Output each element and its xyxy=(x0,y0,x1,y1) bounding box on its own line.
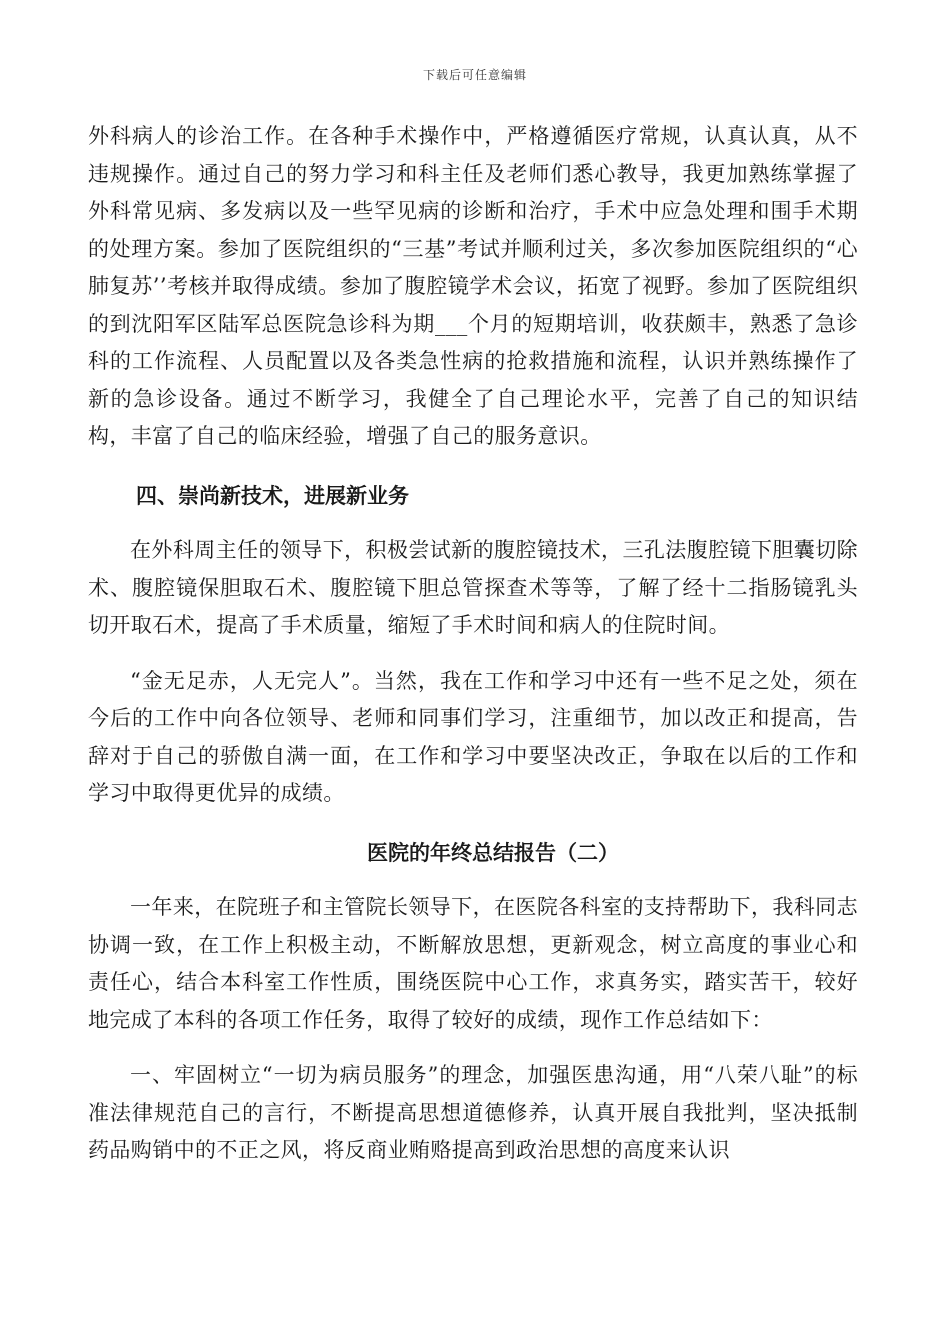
paragraph-conclusion: “金无足赤，人无完人”。当然，我在工作和学习中还有一些不足之处，须在今后的工作中向各位领导、老师和同事们学习，注重细节，加以改正和提高，告辞对于自己的骄傲自满一面，在工作和学习中要坚决改正，争取在以后的工作和学习中取得更优异的成绩。 xyxy=(88,668,858,805)
document-body xyxy=(88,118,858,1170)
paragraph-continued: 外科病人的诊治工作。在各种手术操作中，严格遵循医疗常规，认真认真，从不违规操作。通过自己的努力学习和科主任及老师们悉心教导，我更加熟练掌握了外科常见病、多发病以及一些罕见病的诊断和治疗，手术中应急处理和围手术期的处理方案。参加了医院组织的“三基”考试并顺利过关，多次参加医院组织的“心肺复苏’’考核并取得成绩。参加了腹腔镜学术会议，拓宽了视野。参加了医院组织的到沈阳军区陆军总医院急诊科为期___个月的短期培训，收获颇丰，熟悉了急诊科的工作流程、人员配置以及各类急性病的抢救措施和流程，认识并熟练操作了新的急诊设备。通过不断学习，我健全了自己理论水平，完善了自己的知识结构，丰富了自己的临床经验，增强了自己的服务意识。 xyxy=(88,124,858,448)
report-title: 医院的年终总结报告（二） xyxy=(367,839,619,865)
paragraph-intro: 一年来，在院班子和主管院长领导下，在医院各科室的支持帮助下，我科同志协调一致，在工作上积极主动，不断解放思想，更新观念，树立高度的事业心和责任心，结合本科室工作性质，围绕医院中心工作，求真务实，踏实苦干，较好地完成了本科的各项工作任务，取得了较好的成绩，现作工作总结如下： xyxy=(88,895,858,1032)
paragraph-new-tech: 在外科周主任的领导下，积极尝试新的腹腔镜技术，三孔法腹腔镜下胆囊切除术、腹腔镜保胆取石术、腹腔镜下胆总管探查术等等，了解了经十二指肠镜乳头切开取石术，提高了手术质量，缩短了手术时间和病人的住院时间。 xyxy=(88,538,858,637)
section-heading-4: 四、崇尚新技术，进展新业务 xyxy=(136,482,409,508)
page-header-note: 下载后可任意编辑 xyxy=(422,68,527,82)
paragraph-section-1: 一、牢固树立“一切为病员服务”的理念，加强医患沟通，用“八荣八耻”的标准法律规范自己的言行，不断提高思想道德修养，认真开展自我批判，坚决抵制药品购销中的不正之风，将反商业贿赂提高到政治思想的高度来认识 xyxy=(88,1063,858,1162)
